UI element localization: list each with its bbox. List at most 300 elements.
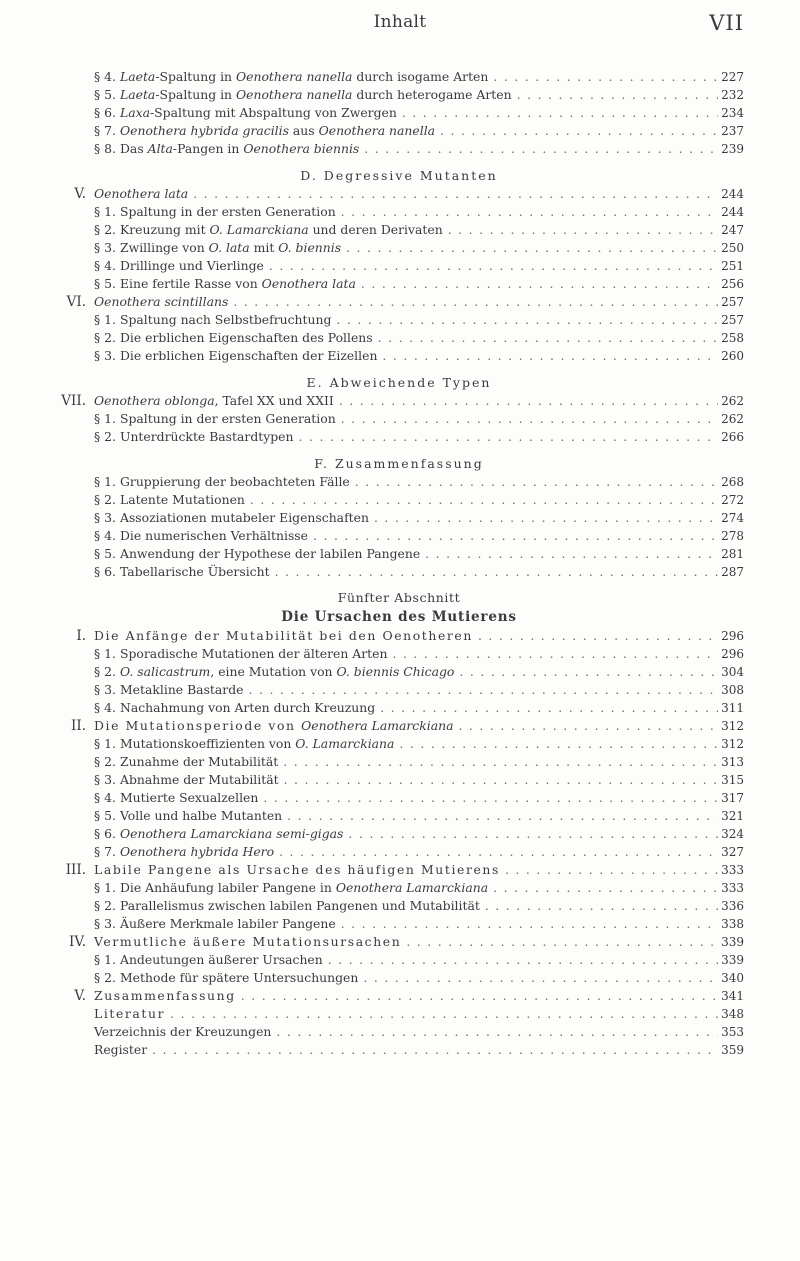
leader-dots [228, 293, 718, 311]
chapter-row [54, 627, 744, 645]
table-of-contents [54, 68, 744, 1059]
toc-row [54, 257, 744, 275]
entry-text: mit [249, 240, 279, 255]
entry-title [94, 293, 228, 311]
chapter-row [54, 717, 744, 735]
leader-dots [323, 951, 718, 969]
entry-title [94, 545, 420, 563]
leader-dots [443, 221, 718, 239]
toc-row [54, 86, 744, 104]
page-number: VII [709, 11, 744, 35]
entry-title [94, 717, 453, 735]
section-number: § 2. [94, 222, 116, 237]
section-number: § 1. [94, 312, 116, 327]
entry-text: Parallelismus zwischen labilen Pangenen und Mutabilität [120, 898, 480, 913]
leader-dots [480, 897, 718, 915]
section-number: § 2. [94, 664, 116, 679]
page-ref: 244 [721, 187, 744, 201]
entry-text: Die Anhäufung labiler Pangene in [120, 880, 336, 895]
species-name: Oenothera nanella [235, 69, 353, 84]
toc-row [54, 1041, 744, 1059]
entry-text: Die erblichen Eigenschaften der Eizellen [120, 348, 378, 363]
chapter-number: IV. [68, 934, 86, 950]
entry-title [94, 221, 443, 239]
entry-title [94, 122, 435, 140]
entry-text: , Tafel XX und XXII [214, 393, 334, 408]
entry-text: Zunahme der Mutabilität [120, 754, 279, 769]
section-number: § 3. [94, 772, 116, 787]
section-number: § 2. [94, 492, 116, 507]
toc-row [54, 104, 744, 122]
page-ref: 311 [721, 701, 744, 715]
toc-row [54, 428, 744, 446]
chapter-number: V. [74, 988, 86, 1004]
section-number: § 5. [94, 546, 116, 561]
entry-text: Nachahmung von Arten durch Kreuzung [120, 700, 376, 715]
species-name: Oenothera Lamarckiana semi-gigas [120, 826, 344, 841]
section-number: § 7. [94, 123, 116, 138]
page-ref: 327 [721, 845, 744, 859]
page-ref: 272 [721, 493, 744, 507]
entry-text: Das [120, 141, 148, 156]
entry-text: Literatur [94, 1006, 166, 1021]
section-number: § 6. [94, 105, 116, 120]
leader-dots [343, 825, 718, 843]
toc-row [54, 789, 744, 807]
entry-text: Die Anfänge der Mutabilität bei den Oenotheren [94, 628, 473, 643]
leader-dots [375, 699, 718, 717]
page-ref: 244 [721, 205, 744, 219]
entry-text: Andeutungen äußerer Ursachen [120, 952, 323, 967]
toc-row [54, 897, 744, 915]
toc-row [54, 509, 744, 527]
page-ref: 268 [721, 475, 744, 489]
entry-title [94, 329, 373, 347]
entry-text: Register [94, 1042, 148, 1057]
entry-title [94, 735, 394, 753]
entry-text: Tabellarische Übersicht [120, 564, 270, 579]
species-name: O. Lamarckiana [295, 736, 395, 751]
entry-title [94, 527, 308, 545]
entry-text: , eine Mutation von [210, 664, 337, 679]
entry-text: Unterdrückte Bastardtypen [120, 429, 294, 444]
page-ref: 359 [721, 1043, 744, 1057]
entry-title [94, 807, 282, 825]
entry-text: aus [288, 123, 319, 138]
leader-dots [473, 627, 718, 645]
section-number: § 1. [94, 952, 116, 967]
chapter-number: V. [74, 186, 86, 202]
page-ref: 339 [721, 935, 744, 949]
section-number: § 2. [94, 429, 116, 444]
entry-title [94, 239, 341, 257]
species-name: Oenothera nanella [318, 123, 436, 138]
section-number: § 8. [94, 141, 116, 156]
page-ref: 250 [721, 241, 744, 255]
toc-row [54, 681, 744, 699]
leader-dots [271, 1023, 718, 1041]
entry-title [94, 843, 274, 861]
leader-dots [331, 311, 718, 329]
section-number: § 4. [94, 790, 116, 805]
toc-row [54, 140, 744, 158]
page-ref: 333 [721, 881, 744, 895]
section-number: § 3. [94, 348, 116, 363]
leader-dots [359, 140, 718, 158]
section-number: § 1. [94, 474, 116, 489]
entry-text: und deren Derivaten [308, 222, 443, 237]
page-ref: 262 [721, 412, 744, 426]
page-ref: 266 [721, 430, 744, 444]
chapter-row [54, 987, 744, 1005]
page-ref: 308 [721, 683, 744, 697]
toc-row [54, 491, 744, 509]
section-number: § 2. [94, 754, 116, 769]
toc-row [54, 527, 744, 545]
page-ref: 348 [721, 1007, 744, 1021]
entry-title [94, 663, 454, 681]
leader-dots [336, 915, 718, 933]
entry-text: -Pangen in [172, 141, 244, 156]
toc-row [54, 239, 744, 257]
page-ref: 287 [721, 565, 744, 579]
chapter-row [54, 293, 744, 311]
toc-row [54, 699, 744, 717]
chapter-number: I. [76, 628, 86, 644]
entry-title [94, 1023, 271, 1041]
toc-row [54, 951, 744, 969]
species-name: O. biennis Chicago [336, 664, 455, 679]
entry-text: Eine fertile Rasse von [120, 276, 262, 291]
entry-text: Spaltung nach Selbstbefruchtung [120, 312, 332, 327]
toc-row [54, 879, 744, 897]
toc-row [54, 221, 744, 239]
entry-title [94, 347, 377, 365]
toc-row [54, 329, 744, 347]
entry-title [94, 410, 336, 428]
species-name: Oenothera lata [261, 276, 356, 291]
leader-dots [341, 239, 718, 257]
page-ref: 257 [721, 295, 744, 309]
page-ref: 257 [721, 313, 744, 327]
leader-dots [397, 104, 718, 122]
leader-dots [264, 257, 718, 275]
page-ref: 256 [721, 277, 744, 291]
page-ref: 341 [721, 989, 744, 1003]
chapter-row [54, 392, 744, 410]
entry-title [94, 311, 331, 329]
leader-dots [278, 753, 718, 771]
section-number: § 7. [94, 844, 116, 859]
species-name: Laeta [120, 69, 156, 84]
page-ref: 296 [721, 647, 744, 661]
entry-text: Assoziationen mutabeler Eigenschaften [120, 510, 369, 525]
leader-dots [274, 843, 718, 861]
entry-title [94, 104, 397, 122]
section-number: § 1. [94, 646, 116, 661]
toc-row [54, 545, 744, 563]
section-number: § 5. [94, 87, 116, 102]
page-ref: 353 [721, 1025, 744, 1039]
entry-title [94, 951, 323, 969]
leader-dots [147, 1041, 718, 1059]
leader-dots [377, 347, 718, 365]
entry-text: Die Mutationsperiode von [94, 718, 302, 733]
page-ref: 262 [721, 394, 744, 408]
chapter-number: II. [71, 718, 86, 734]
entry-text: Verzeichnis der Kreuzungen [94, 1024, 272, 1039]
leader-dots [369, 509, 718, 527]
species-name: Laeta [120, 87, 156, 102]
entry-text: Die numerischen Verhältnisse [120, 528, 308, 543]
entry-title [94, 861, 500, 879]
page-ref: 296 [721, 629, 744, 643]
entry-title [94, 897, 480, 915]
entry-text: Volle und halbe Mutanten [120, 808, 283, 823]
entry-text: durch isogame Arten [352, 69, 489, 84]
toc-row [54, 563, 744, 581]
page-ref: 281 [721, 547, 744, 561]
toc-row [54, 915, 744, 933]
toc-row [54, 410, 744, 428]
section-number: § 4. [94, 69, 116, 84]
leader-dots [454, 663, 718, 681]
species-name: Laxa [120, 105, 150, 120]
leader-dots [350, 473, 718, 491]
page-ref: 237 [721, 124, 744, 138]
entry-text: Die erblichen Eigenschaften des Pollens [120, 330, 373, 345]
entry-title [94, 86, 512, 104]
toc-row [54, 807, 744, 825]
entry-title [94, 392, 334, 410]
entry-title [94, 428, 294, 446]
leader-dots [500, 861, 718, 879]
chapter-row [54, 185, 744, 203]
section-number: § 1. [94, 880, 116, 895]
toc-row [54, 735, 744, 753]
section-number: § 4. [94, 700, 116, 715]
page-ref: 274 [721, 511, 744, 525]
part-heading: Fünfter Abschnitt [337, 590, 461, 605]
page-ref: 336 [721, 899, 744, 913]
species-name: Oenothera biennis [243, 141, 360, 156]
entry-text: Anwendung der Hypothese der labilen Pangene [120, 546, 421, 561]
page-ref: 321 [721, 809, 744, 823]
leader-dots [488, 879, 718, 897]
page-ref: 339 [721, 953, 744, 967]
entry-title [94, 987, 236, 1005]
entry-text: Kreuzung mit [120, 222, 210, 237]
entry-text: Methode für spätere Untersuchungen [120, 970, 359, 985]
entry-text: Labile Pangene als Ursache des häufigen Mutierens [94, 862, 500, 877]
leader-dots [387, 645, 718, 663]
page-ref: 258 [721, 331, 744, 345]
entry-title [94, 879, 488, 897]
section-number: § 4. [94, 528, 116, 543]
page-ref: 251 [721, 259, 744, 273]
entry-title [94, 1041, 147, 1059]
entry-text: Latente Mutationen [120, 492, 245, 507]
section-number: § 2. [94, 330, 116, 345]
leader-dots [336, 410, 718, 428]
entry-text: Mutationskoeffizienten von [120, 736, 296, 751]
leader-dots [243, 681, 718, 699]
entry-text: -Spaltung in [155, 69, 236, 84]
section-number: § 1. [94, 411, 116, 426]
toc-row [54, 347, 744, 365]
leader-dots [420, 545, 718, 563]
chapter-row [54, 861, 744, 879]
section-number: § 6. [94, 826, 116, 841]
species-name: Oenothera Lamarckiana [301, 718, 454, 733]
entry-title [94, 645, 387, 663]
page-ref: 312 [721, 719, 744, 733]
chapter-number: III. [65, 862, 86, 878]
chapter-row [54, 933, 744, 951]
species-name: Oenothera nanella [235, 87, 353, 102]
species-name: O. biennis [278, 240, 342, 255]
entry-title [94, 68, 488, 86]
section-number: § 3. [94, 916, 116, 931]
entry-title [94, 915, 336, 933]
leader-dots [488, 68, 718, 86]
leader-dots [356, 275, 718, 293]
leader-dots [165, 1005, 718, 1023]
entry-text: Sporadische Mutationen der älteren Arten [120, 646, 388, 661]
leader-dots [453, 717, 718, 735]
leader-dots [282, 807, 718, 825]
entry-title [94, 933, 401, 951]
toc-row [54, 645, 744, 663]
leader-dots [401, 933, 718, 951]
leader-dots [308, 527, 718, 545]
toc-row [54, 969, 744, 987]
section-number: § 1. [94, 736, 116, 751]
toc-row [54, 825, 744, 843]
entry-title [94, 491, 245, 509]
species-name: Oenothera Lamarckiana [335, 880, 489, 895]
section-number: § 2. [94, 970, 116, 985]
entry-title [94, 627, 473, 645]
leader-dots [270, 563, 718, 581]
leader-dots [188, 185, 718, 203]
entry-title [94, 753, 278, 771]
entry-title [94, 825, 343, 843]
part-title: Die Ursachen des Mutierens [281, 609, 517, 625]
leader-dots [334, 392, 718, 410]
page-ref: 312 [721, 737, 744, 751]
species-name: Oenothera hybrida gracilis [120, 123, 289, 138]
species-name: Alta [147, 141, 173, 156]
leader-dots [336, 203, 718, 221]
species-name: Oenothera scintillans [94, 294, 229, 309]
entry-text: Spaltung in der ersten Generation [120, 411, 336, 426]
page-ref: 338 [721, 917, 744, 931]
entry-title [94, 140, 359, 158]
leader-dots [279, 771, 718, 789]
species-name: O. Lamarckiana [209, 222, 309, 237]
toc-row [54, 311, 744, 329]
section-number: § 5. [94, 276, 116, 291]
entry-title [94, 681, 243, 699]
species-name: Oenothera hybrida Hero [120, 844, 275, 859]
entry-text: durch heterogame Arten [352, 87, 512, 102]
toc-row [54, 843, 744, 861]
section-number: § 1. [94, 204, 116, 219]
section-number: § 4. [94, 258, 116, 273]
page-ref: 260 [721, 349, 744, 363]
toc-row [54, 473, 744, 491]
section-number: § 3. [94, 510, 116, 525]
chapter-number: VI. [66, 294, 86, 310]
page-ref: 317 [721, 791, 744, 805]
toc-row [54, 275, 744, 293]
entry-title [94, 185, 188, 203]
leader-dots [258, 789, 718, 807]
leader-dots [373, 329, 718, 347]
entry-text: Vermutliche äußere Mutationsursachen [94, 934, 402, 949]
entry-text: Zusammenfassung [94, 988, 236, 1003]
section-heading: F. Zusammenfassung [314, 456, 484, 471]
entry-text: -Spaltung mit Abspaltung von Zwergen [150, 105, 397, 120]
toc-row [54, 1005, 744, 1023]
page-ref: 333 [721, 863, 744, 877]
entry-text: Drillinge und Vierlinge [120, 258, 264, 273]
page-ref: 324 [721, 827, 744, 841]
entry-title [94, 969, 358, 987]
section-heading: D. Degressive Mutanten [300, 168, 498, 183]
entry-title [94, 789, 258, 807]
leader-dots [435, 122, 718, 140]
entry-title [94, 509, 369, 527]
entry-title [94, 699, 375, 717]
section-heading: E. Abweichende Typen [306, 375, 492, 390]
species-name: O. lata [208, 240, 250, 255]
leader-dots [236, 987, 718, 1005]
section-number: § 3. [94, 682, 116, 697]
leader-dots [394, 735, 718, 753]
toc-row [54, 203, 744, 221]
toc-row [54, 663, 744, 681]
entry-text: Zwillinge von [120, 240, 209, 255]
page-ref: 315 [721, 773, 744, 787]
toc-row [54, 122, 744, 140]
toc-row [54, 1023, 744, 1041]
section-number: § 6. [94, 564, 116, 579]
page-ref: 227 [721, 70, 744, 84]
section-number: § 2. [94, 898, 116, 913]
entry-text: Gruppierung der beobachteten Fälle [120, 474, 350, 489]
entry-text: Abnahme der Mutabilität [120, 772, 279, 787]
section-number: § 5. [94, 808, 116, 823]
species-name: Oenothera oblonga [94, 393, 215, 408]
page-ref: 232 [721, 88, 744, 102]
toc-row [54, 771, 744, 789]
toc-row [54, 753, 744, 771]
page-ref: 304 [721, 665, 744, 679]
entry-text: -Spaltung in [155, 87, 236, 102]
entry-title [94, 257, 264, 275]
entry-text: Spaltung in der ersten Generation [120, 204, 336, 219]
page-ref: 313 [721, 755, 744, 769]
leader-dots [512, 86, 718, 104]
entry-title [94, 203, 336, 221]
leader-dots [294, 428, 719, 446]
entry-text: Äußere Merkmale labiler Pangene [120, 916, 336, 931]
section-number: § 3. [94, 240, 116, 255]
toc-row [54, 68, 744, 86]
entry-title [94, 563, 270, 581]
